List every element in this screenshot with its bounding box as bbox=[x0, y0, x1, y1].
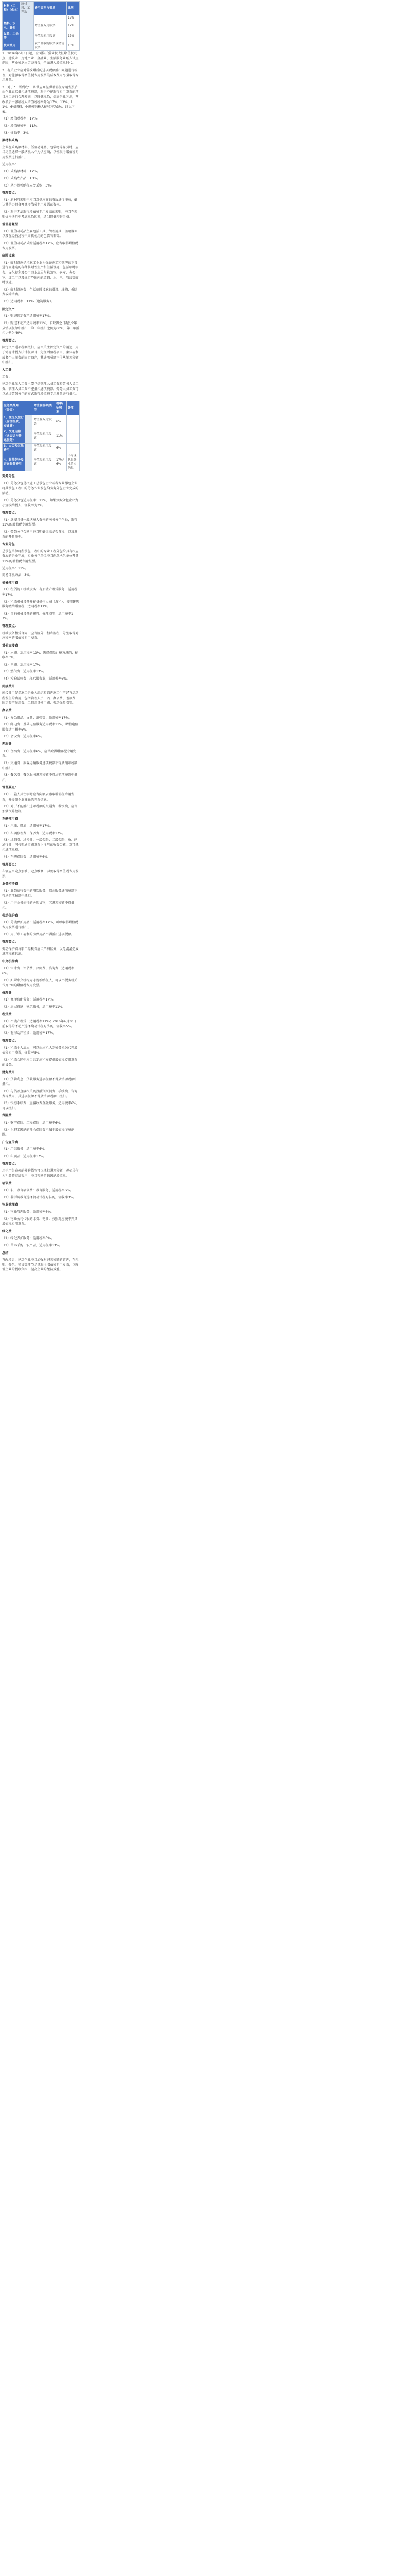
table-row bbox=[3, 41, 80, 50]
section-heading: 机械使用费 bbox=[2, 581, 18, 585]
section-heading: 低值易耗品 bbox=[2, 223, 18, 227]
table-cell bbox=[25, 401, 32, 415]
section-heading: 管理要点： bbox=[2, 338, 18, 343]
paragraph: （1）绿化养护服务：适用税率6%。 bbox=[2, 1236, 54, 1241]
table-cell: 税率/征收率 bbox=[55, 401, 67, 415]
section-heading: 其他直接费 bbox=[2, 643, 18, 648]
rate-table-materials bbox=[2, 1, 80, 51]
paragraph: （2）为职工缴纳的社会保险费不属于增值税征税范围。 bbox=[2, 1128, 75, 1137]
section-heading: 车辆使用费 bbox=[2, 817, 18, 821]
table-cell: 增值税专用发票 bbox=[32, 415, 55, 429]
table-cell: 增值税专用发票 bbox=[32, 429, 55, 443]
paragraph: （1）审计费、评估费、律师费、咨询费：适用税率6%。 bbox=[2, 967, 75, 975]
paragraph: （1）办公用品、文具、纸张等：适用税率17%。 bbox=[2, 716, 72, 720]
paragraph: 总承包单位将所承包工程中的专业工程分包给具有相应资质的企业完成，专业分包单位应当向总承包单位开具11%的增值税专用发票。 bbox=[2, 549, 79, 563]
section-heading: 绿化费 bbox=[2, 1229, 12, 1233]
paragraph: 2、有关企业应对营改增后的进项税额抵扣问题进行梳理，对能够取得增值税专用发票的成本费用尽量取得专用发票。 bbox=[2, 68, 79, 82]
section-heading: 专业分包 bbox=[2, 543, 15, 547]
paragraph: （3）征收率：3%。 bbox=[2, 131, 32, 135]
table-cell: 17% bbox=[67, 21, 80, 31]
section-heading: 劳务分包 bbox=[2, 474, 15, 479]
section-heading: 间接费用 bbox=[2, 684, 15, 688]
table-cell: 1、住房及旅行（含住宿费、交通费） bbox=[3, 415, 25, 429]
paragraph: （1）修理修配劳务：适用税率17%。 bbox=[2, 998, 56, 1002]
table-cell: 材料（工程）(成本) bbox=[3, 2, 20, 15]
section-heading: 管理要点： bbox=[2, 940, 18, 944]
table-cell: 6% bbox=[55, 443, 67, 453]
table-cell: 17% bbox=[67, 15, 80, 21]
paragraph: 简易计税方法：3%。 bbox=[2, 573, 33, 578]
paragraph: （2）有形动产租赁：适用税率17%。 bbox=[2, 1031, 56, 1036]
table-row bbox=[3, 415, 80, 429]
table-cell: 11% bbox=[55, 429, 67, 443]
paragraph: 机械设备租赁合同中应当区分干租和湿租，分别取得对应税率的增值税专用发票。 bbox=[2, 631, 79, 640]
paragraph: （1）增值税税率：17%。 bbox=[2, 117, 40, 121]
paragraph: （3）从小规模纳税人处采购：3%。 bbox=[2, 183, 54, 188]
paragraph: （2）交通费：旅客运输服务进项税额不得从销项税额中抵扣。 bbox=[2, 761, 78, 770]
table-cell: 设备、工具等 bbox=[3, 31, 20, 41]
paragraph: （2）增值税税率：11%。 bbox=[2, 124, 40, 128]
paragraph: （2）车辆修理费、保养费：适用税率17%。 bbox=[2, 831, 66, 835]
table-cell: 17%/6% bbox=[55, 453, 67, 471]
table-cell: 燃料、水电、其他 bbox=[3, 21, 20, 31]
paragraph: （2）用于职工福利的劳保用品不得抵扣进项税额。 bbox=[2, 933, 75, 937]
table-row bbox=[3, 443, 80, 453]
table-row bbox=[3, 453, 80, 471]
paragraph: 适用税率： bbox=[2, 162, 18, 166]
table-cell: 增值税专用发票 bbox=[34, 31, 67, 41]
section-heading: 临时设施 bbox=[2, 254, 15, 258]
paragraph: （1）广告服务：适用税率6%。 bbox=[2, 1147, 48, 1151]
table-cell bbox=[20, 15, 34, 21]
table-cell: 原材料、工程款 bbox=[20, 2, 34, 15]
paragraph: （1）租赁施工机械设备：有形动产租赁服务，适用税率17%。 bbox=[2, 588, 78, 597]
paragraph: 固定资产进项税额抵扣，应当关注固定资产的用途，用于简易计税方法计税项目、免征增值税项目、集体福利或者个人消费的固定资产，其进项税额不得从销项税额中抵扣。 bbox=[2, 346, 79, 365]
table-cell bbox=[20, 41, 34, 50]
paragraph: （3）过路费、过桥费：一级公路、二级公路、桥、闸通行费，可按照通行费发票上注明的收费金额计算可抵扣进项税额。 bbox=[2, 838, 79, 852]
paragraph: （2）对于无法取得增值税专用发票的采购，应当在采购价格谈判中考虑税负因素，适当降低采购价格。 bbox=[2, 210, 78, 219]
article-sections-part-2 bbox=[2, 474, 79, 1273]
paragraph: 间接费用是指施工企业为组织和管理施工生产经营活动所发生的费用，包括管理人员工资、办公费、差旅费、固定资产使用费、工具用具使用费、劳动保险费等。 bbox=[2, 691, 79, 705]
paragraph: （4）检验试验费：现代服务业，适用税率6%。 bbox=[2, 676, 70, 681]
table-cell: 增值税专用发票 bbox=[32, 453, 55, 471]
table-cell: 增值税专用发票 bbox=[34, 21, 67, 31]
paragraph: （2）房屋修缮：建筑服务，适用税率11%。 bbox=[2, 1005, 66, 1009]
paragraph: （4）车辆保险费：适用税率6%。 bbox=[2, 855, 51, 859]
paragraph: （1）低值易耗品主要包括工具、管理用具、玻璃器皿以及在经营过程中周转使用的包装容器等。 bbox=[2, 229, 78, 239]
paragraph: 工资： bbox=[2, 375, 12, 379]
table-cell: 4、其他劳务及咨询服务费用 bbox=[3, 453, 25, 471]
paragraph: （2）租赁合同中应当约定出租方提供增值税专用发票的义务。 bbox=[2, 1058, 78, 1067]
section-heading: 管理要点： bbox=[2, 786, 18, 790]
paragraph: （2）低值易耗品采购适用税率17%，应当取得增值税专用发票。 bbox=[2, 241, 78, 250]
paragraph: （2）临时设施费：包括临时设施的搭设、维修、拆除费或摊销费。 bbox=[2, 287, 78, 297]
paragraph: （2）用于业务招待的外购货物，其进项税额不得抵扣。 bbox=[2, 901, 75, 910]
paragraph: （1）汽油、柴油：适用税率17%。 bbox=[2, 824, 53, 828]
table-row bbox=[3, 31, 80, 41]
paragraph: （3）燃气费：适用税率13%。 bbox=[2, 670, 46, 674]
table-row bbox=[3, 21, 80, 31]
table-row bbox=[3, 429, 80, 443]
section-heading: 物业管理费 bbox=[2, 1203, 18, 1207]
section-heading: 差旅费 bbox=[2, 742, 12, 747]
section-heading: 原材料采购 bbox=[2, 139, 18, 143]
table-cell bbox=[25, 443, 32, 453]
paragraph: （2）邮电费：基础电信服务适用税率11%，增值电信服务适用税率6%。 bbox=[2, 723, 78, 732]
table-cell: 增值税税率类型 bbox=[32, 401, 55, 415]
table-row bbox=[3, 401, 80, 415]
paragraph: 用于广告宣传的外购货物可以抵扣进项税额，但如果作为礼品赠送给客户，应当视同销售缴纳增值税。 bbox=[2, 1169, 79, 1178]
table-cell bbox=[25, 429, 32, 443]
paragraph: （2）如果中介机构为小规模纳税人，可以由税务机关代开3%的增值税专用发票。 bbox=[2, 978, 78, 988]
section-heading: 中介机构费 bbox=[2, 959, 18, 963]
paragraph: 适用税率：11%。 bbox=[2, 566, 28, 570]
paragraph: （1）住宿费：适用税率6%，应当取得增值税专用发票。 bbox=[2, 749, 76, 758]
paragraph: 营改增后，建筑企业应当加强对进项税额的管理，在采购、分包、租赁等环节尽量取得增值税专用发票，以降低企业的税收负担，提高企业的经济效益。 bbox=[2, 1258, 79, 1272]
paragraph: （2）劳务分包合同中应当明确价款是否含税，以及发票的开具类型。 bbox=[2, 530, 78, 539]
paragraph: （1）临时设施是指施工企业为保证施工和管理的正常进行而建造的各种临时性生产和生活设施，包括临时宿舍、文化福利及公用事业房屋与构筑物、仓库、办公室、加工厂以及规定范围内的道路、水、电、管线等临时设施。 bbox=[2, 261, 79, 285]
table-row bbox=[3, 2, 80, 15]
section-heading: 劳动保护费 bbox=[2, 913, 18, 918]
table-cell bbox=[25, 415, 32, 429]
section-heading: 修理费 bbox=[2, 991, 12, 995]
paragraph: （2）非学历教育选择简易计税方法的，征收率3%。 bbox=[2, 1195, 76, 1199]
paragraph: （1）不动产租赁：适用税率11%；2016年4月30日前取得的不动产选择简易计税方法的，征收率5%。 bbox=[2, 1020, 77, 1028]
section-heading: 总结 bbox=[2, 1251, 9, 1255]
table-cell bbox=[67, 443, 80, 453]
section-heading: 管理要点： bbox=[2, 1162, 18, 1166]
paragraph: （1）水费：适用税率13%；选择简易计税方法的，征收率3%。 bbox=[2, 651, 78, 660]
paragraph: （1）选择具备一般纳税人资格的劳务分包企业，取得11%的增值税专用发票。 bbox=[2, 518, 78, 527]
table-cell: 农产品收购发票或销售发票 bbox=[34, 41, 67, 50]
paragraph: 企业在采购原材料、低值易耗品、包装物等存货时，应当尽量选择一般纳税人作为供应商，以便取得增值税专用发票进行抵扣。 bbox=[2, 145, 79, 160]
table-cell: 6% bbox=[55, 415, 67, 429]
paragraph: （2）与贷款直接相关的投融资顾问费、手续费、咨询费等费用，其进项税额不得从销项税额中抵扣。 bbox=[2, 1089, 78, 1098]
paragraph: （2）物业公司代收的水费、电费：按照对应税率开具增值税专用发票。 bbox=[2, 1217, 78, 1226]
paragraph: （1）业务招待费中的餐饮服务、娱乐服务进项税额不得从销项税额中抵扣。 bbox=[2, 889, 78, 898]
rate-table-services bbox=[2, 401, 80, 472]
paragraph: （1）贷款利息：贷款服务进项税额不得从销项税额中抵扣。 bbox=[2, 1077, 78, 1087]
table-row bbox=[3, 15, 80, 21]
section-heading: 办公费 bbox=[2, 709, 12, 713]
table-cell: 不为现代服务业的应纳税 bbox=[67, 453, 80, 471]
paragraph: （3）会议费：适用税率6%。 bbox=[2, 735, 44, 739]
paragraph: （1）劳动保护用品：适用税率17%，可以取得增值税专用发票进行抵扣。 bbox=[2, 921, 78, 929]
paragraph: （2）电费：适用税率17%。 bbox=[2, 663, 43, 667]
paragraph: （2）劳务分包适用税率：11%，如果劳务分包企业为小规模纳税人，征收率为3%。 bbox=[2, 498, 78, 507]
paragraph: （2）购进不动产适用税率11%，自取得之日起分2年从销项税额中抵扣，第一年抵扣比例为60%，第二年抵扣比例为40%。 bbox=[2, 321, 79, 335]
table-cell bbox=[67, 429, 80, 443]
section-heading: 人工费 bbox=[2, 368, 12, 372]
paragraph: （3）自有机械设备的燃料、修理费等：适用税率17%。 bbox=[2, 612, 73, 621]
paragraph: 3、对于“一票到底”，即供应商提供增值税专用发票后由企业直接抵扣进项税额，对于不能取得专用发票的项目应当进行合理筹划，以降低税负，提高企业利润，营改增后一般纳税人增值税税率分为17%、13%、11%、6%四档，小规模纳税人征收率为3%，详见下表。 bbox=[2, 85, 79, 114]
table-cell: 费用类型与性质 bbox=[34, 2, 67, 15]
paragraph: （1）财产保险、工程保险：适用税率6%。 bbox=[2, 1121, 63, 1125]
document-body bbox=[2, 0, 79, 1273]
section-heading: 保险费 bbox=[2, 1114, 12, 1118]
table-cell bbox=[34, 15, 67, 21]
table-cell: 比例 bbox=[67, 2, 80, 15]
section-heading: 租赁费 bbox=[2, 1012, 12, 1016]
table-cell bbox=[67, 415, 80, 429]
paragraph: 建筑企业的人工费主要包括管理人员工资和劳务人员工资，管理人员工资不能抵扣进项税额，劳务人员工资可以通过劳务分包的方式取得增值税专用发票进行抵扣。 bbox=[2, 382, 79, 396]
table-cell bbox=[20, 31, 34, 41]
section-heading: 固定资产 bbox=[2, 307, 15, 311]
paragraph: （1）采购原材料：17%。 bbox=[2, 170, 40, 174]
section-heading: 财务费用 bbox=[2, 1071, 15, 1075]
table-cell: 2、交通运输（含客运与货运服务） bbox=[3, 429, 25, 443]
section-heading: 培训费 bbox=[2, 1181, 12, 1185]
table-cell: 服务类费用（分类） bbox=[3, 401, 25, 415]
paragraph: 劳动保护费与职工福利费应当严格区分，以免混淆造成进项税额转出。 bbox=[2, 947, 79, 956]
article-sections-part-1 bbox=[2, 51, 79, 397]
table-cell: 增值税专用发票 bbox=[32, 443, 55, 453]
paragraph: 车辆应当定点加油、定点维修，以便取得增值税专用发票。 bbox=[2, 870, 79, 878]
paragraph: （3）银行手续费：直接收费金融服务，适用税率6%，可以抵扣。 bbox=[2, 1101, 79, 1110]
table-cell: 备注 bbox=[67, 401, 80, 415]
paragraph: （1）购进固定资产适用税率17%。 bbox=[2, 314, 53, 318]
paragraph: 1、2016年5月1日起，全面推开营业税改征增值税试点，建筑业、房地产业、金融业、生活服务业纳入试点范围，营业税退出历史舞台，全面进入增值税时代。 bbox=[2, 52, 79, 65]
paragraph: （3）餐饮费：餐饮服务进项税额不得从销项税额中抵扣。 bbox=[2, 773, 78, 782]
table-cell: 13% bbox=[67, 41, 80, 50]
paragraph: （2）对于不能抵扣进项税额的交通费、餐饮费，应当加强预算控制。 bbox=[2, 805, 78, 814]
table-cell: 3、办公及其他费用 bbox=[3, 443, 25, 453]
table-cell bbox=[3, 15, 20, 21]
paragraph: （1）职工教育培训费：教育服务，适用税率6%。 bbox=[2, 1189, 73, 1193]
paragraph: （1）劳务分包是指施工总承包企业或者专业承包企业将其承包工程中的劳务作业发包给劳务分包企业完成的活动。 bbox=[2, 482, 79, 496]
section-heading: 管理要点： bbox=[2, 1039, 18, 1043]
table-cell: 17% bbox=[67, 31, 80, 41]
paragraph: （2）苗木采购：农产品，适用税率13%。 bbox=[2, 1243, 62, 1247]
section-heading: 管理要点： bbox=[2, 511, 18, 515]
paragraph: （3）适用税率：11%（建筑服务）。 bbox=[2, 300, 55, 304]
paragraph: （2）采购农产品：13%。 bbox=[2, 176, 40, 180]
table-cell: 技术费用 bbox=[3, 41, 20, 50]
paragraph: （1）物业管理服务：适用税率6%。 bbox=[2, 1210, 54, 1214]
paragraph: （1）原材料采购中应当对供应商的资质进行审核，确认其是否具备开具增值税专用发票的资格。 bbox=[2, 198, 78, 207]
section-heading: 业务招待费 bbox=[2, 882, 18, 886]
section-heading: 广告宣传费 bbox=[2, 1140, 18, 1144]
table-cell bbox=[25, 453, 32, 471]
section-heading: 管理要点： bbox=[2, 191, 18, 195]
section-heading: 管理要点： bbox=[2, 862, 18, 867]
table-cell bbox=[20, 21, 34, 31]
paragraph: （2）租赁机械设备并配备操作人员（湿租）：按照建筑服务缴纳增值税，适用税率11%。 bbox=[2, 600, 79, 609]
paragraph: （2）印刷品：适用税率17%。 bbox=[2, 1155, 46, 1159]
paragraph: （1）出差人员住宿时应当向酒店索取增值税专用发票，并提供企业准确的开票信息。 bbox=[2, 792, 75, 802]
section-heading: 管理要点： bbox=[2, 624, 18, 629]
paragraph: （1）租赁个人房屋，可以由出租人到税务机关代开增值税专用发票，征收率5%。 bbox=[2, 1046, 78, 1055]
